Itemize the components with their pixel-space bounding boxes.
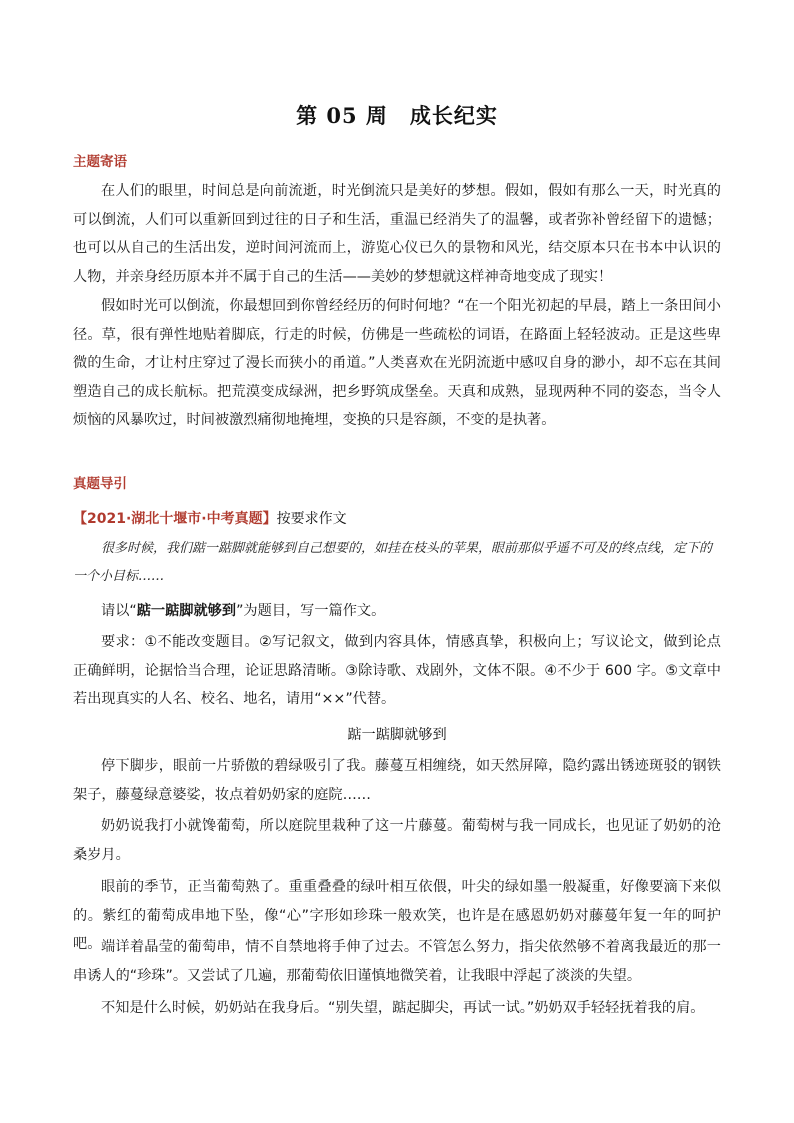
essay-title: 踮一踮脚就够到 bbox=[347, 727, 447, 743]
essay-paragraph-5: 不知是什么时候，奶奶站在我身后。“别失望，踮起脚尖，再试一试。”奶奶双手轻轻抚着我的肩。 bbox=[101, 1000, 705, 1016]
essay-paragraph-1: 停下脚步，眼前一片骄傲的碧绿吸引了我。藤蔓互相缠绕，如天然屏障，隐约露出锈迹斑驳的钢铁架子，藤蔓绿意婆娑，妆点着奶奶家的庭院…… bbox=[73, 758, 721, 803]
exam-requirements: 要求：①不能改变题目。②写记叙文，做到内容具体，情感真挚，积极向上；写议论文，做到论点正确鲜明，论据恰当合理，论证思路清晰。③除诗歌、戏剧外，文体不限。④不少于 600 字。⑤文章中若出现真实的人名、校名、地名，请用“××”代替。 bbox=[73, 634, 721, 708]
essay-paragraph-2: 奶奶说我打小就馋葡萄，所以庭院里栽种了这一片藤蔓。葡萄树与我一同成长，也见证了奶奶的沧桑岁月。 bbox=[73, 818, 721, 863]
exam-source-tag: 【2021·湖北十堰市·中考真题】 bbox=[73, 511, 277, 527]
theme-paragraph-1: 在人们的眼里，时间总是向前流逝，时光倒流只是美好的梦想。假如，假如有那么一天，时光真的可以倒流，人们可以重新回到过往的日子和生活，重温已经消失了的温馨，或者弥补曾经留下的遗憾；也可以从自己的生活出发，逆时间河流而上，游览心仪已久的景物和风光，结交原本只在书本中认识的人物，并亲身经历原本并不属于自己的生活——美妙的梦想就这样神奇地变成了现实！ bbox=[73, 183, 721, 285]
exam-source-line bbox=[73, 508, 347, 528]
instruction-pre: 请以“ bbox=[101, 603, 137, 619]
essay-paragraph-4: 端详着晶莹的葡萄串，情不自禁地将手伸了过去。不管怎么努力，指尖依然够不着离我最近的那一串诱人的“珍珠”。又尝试了几遍，那葡萄依旧谨慎地微笑着，让我眼中浮起了淡淡的失望。 bbox=[73, 939, 721, 984]
theme-paragraph-2: 假如时光可以倒流，你最想回到你曾经经历的何时何地？“在一个阳光初起的早晨，踏上一条田间小径。草，很有弹性地贴着脚底，行走的时候，仿佛是一些疏松的词语，在路面上轻轻波动。正是这些卑微的生命，才让村庄穿过了漫长而狭小的甬道。”人类喜欢在光阴流逝中感叹自身的渺小，却不忘在其间塑造自己的成长航标。把荒漠变成绿洲，把乡野筑成堡垒。天真和成熟，显现两种不同的姿态，当令人烦恼的风暴吹过，时间被激烈痛彻地掩埋，变换的只是容颜，不变的是执著。 bbox=[73, 298, 721, 429]
exam-instruction bbox=[73, 597, 721, 626]
exam-source-text: 按要求作文 bbox=[276, 511, 347, 527]
instruction-title: 踮一踮脚就够到 bbox=[136, 603, 237, 619]
instruction-post: ”为题目，写一篇作文。 bbox=[236, 603, 386, 619]
essay-paragraph-3: 眼前的季节，正当葡萄熟了。重重叠叠的绿叶相互依偎，叶尖的绿如墨一般凝重，好像要滴下来似的。紫红的葡萄成串地下坠，像“心”字形如珍珠一般欢笑，也许是在感恩奶奶对藤蔓年复一年的呵护吧。 bbox=[73, 879, 721, 953]
section-heading-theme: 主题寄语 bbox=[73, 154, 127, 170]
section-heading-exam: 真题导引 bbox=[73, 476, 127, 492]
exam-prompt: 很多时候，我们踮一踮脚就能够到自己想要的，如挂在枝头的苹果，眼前那似乎遥不可及的终点线，定下的一个小目标…… bbox=[73, 541, 713, 584]
page-title: 第 05 周 成长纪实 bbox=[296, 103, 498, 128]
